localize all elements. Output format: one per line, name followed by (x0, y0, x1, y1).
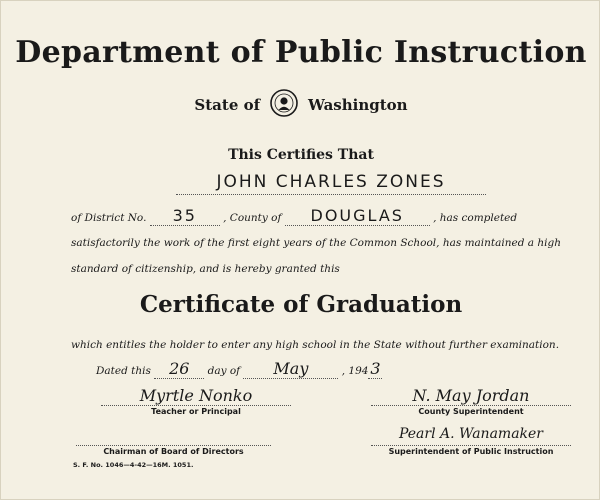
district-number: 35 (150, 206, 220, 226)
state-superintendent-signature-line (371, 445, 571, 446)
day-of-label: day of (207, 365, 241, 377)
recipient-name: JOHN CHARLES ZONES (176, 172, 486, 195)
department-heading: Department of Public Instruction (15, 35, 587, 70)
county-name: DOUGLAS (285, 206, 430, 226)
dated-prefix: Dated this (96, 365, 151, 377)
county-superintendent-signature-line (371, 405, 571, 406)
state-prefix: State of (194, 96, 261, 114)
dated-line (96, 359, 382, 379)
district-line (71, 206, 517, 226)
chairman-signature-line (76, 445, 271, 446)
teacher-label: Teacher or Principal (151, 407, 241, 416)
form-code: S. F. No. 1046—4-42—16M. 1051. (73, 461, 194, 469)
body-line-1: satisfactorily the work of the first eight years of the Common School, has maintained a high (71, 237, 562, 249)
district-prefix: of District No. (71, 212, 147, 224)
teacher-signature-line (101, 405, 291, 406)
dated-month: May (243, 359, 338, 379)
state-line (1, 89, 600, 121)
teacher-signature: Myrtle Nonko (139, 386, 253, 405)
state-name: Washington (308, 96, 408, 114)
state-superintendent-signature: Pearl A. Wanamaker (398, 426, 544, 442)
county-superintendent-label: County Superintendent (418, 407, 524, 416)
certificate-title: Certificate of Graduation (139, 291, 463, 318)
year-prefix: , 194 (341, 365, 369, 377)
entitles-line: which entitles the holder to enter any high school in the State without further examination. (71, 339, 560, 351)
dated-year-digit: 3 (370, 359, 381, 378)
completed-text: , has completed (433, 212, 518, 224)
county-prefix: , County of (223, 212, 282, 224)
dated-day: 26 (154, 359, 204, 379)
state-seal-icon (270, 89, 298, 121)
state-superintendent-label: Superintendent of Public Instruction (388, 447, 554, 456)
certifies-line: This Certifies That (228, 147, 374, 163)
county-superintendent-signature: N. May Jordan (412, 386, 530, 405)
body-line-2: standard of citizenship, and is hereby granted this (71, 263, 340, 275)
chairman-label: Chairman of Board of Directors (103, 447, 244, 456)
